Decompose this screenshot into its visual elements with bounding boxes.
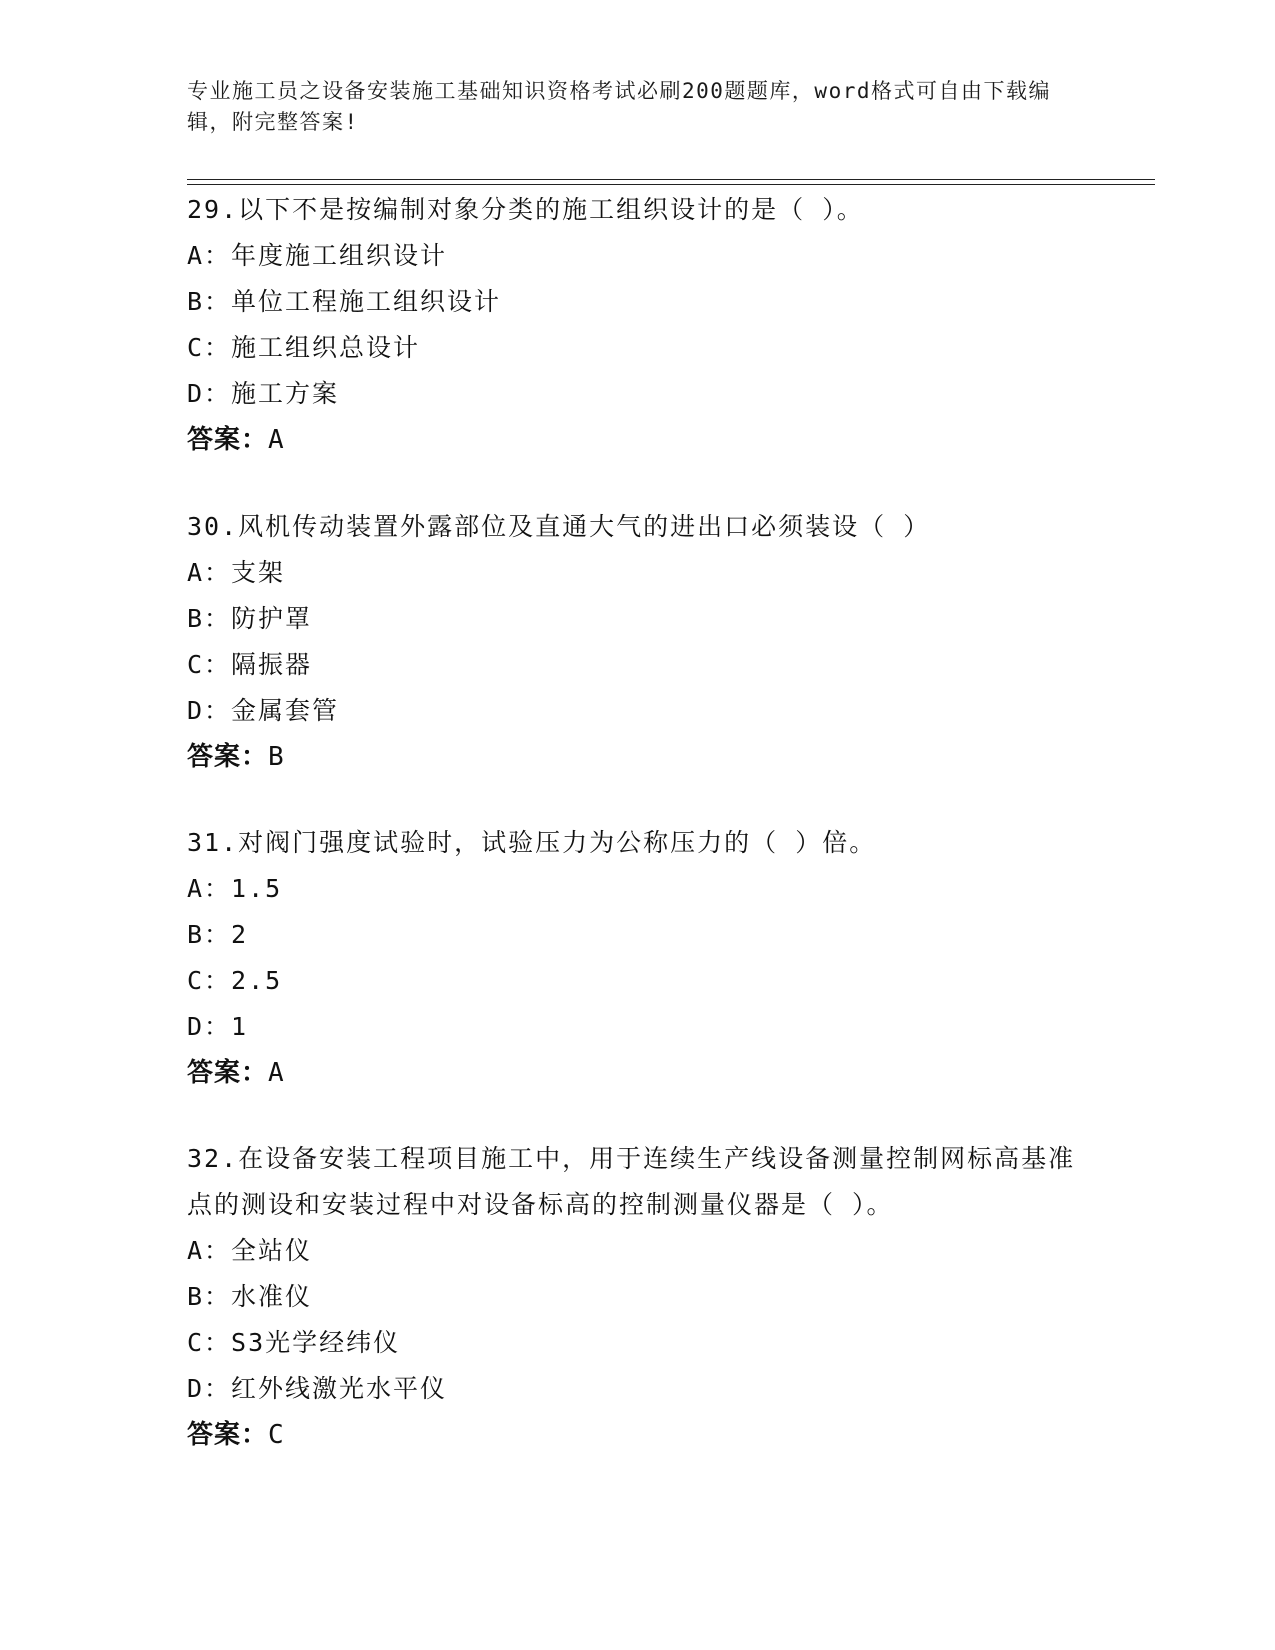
- option-a: A：年度施工组织设计: [187, 241, 448, 270]
- answer-label: 答案：: [187, 1058, 269, 1088]
- option-b: B：2: [187, 920, 249, 949]
- option-d: D：金属套管: [187, 696, 340, 725]
- option-c: C：施工组织总设计: [187, 333, 421, 362]
- answer-label: 答案：: [187, 425, 269, 455]
- answer-value: C: [268, 1420, 285, 1450]
- header-divider-bottom: [187, 184, 1155, 185]
- option-d: D：红外线激光水平仪: [187, 1374, 448, 1403]
- option-a: A：支架: [187, 558, 286, 587]
- option-c: C：2.5: [187, 966, 283, 995]
- question-stem: 31.对阀门强度试验时，试验压力为公称压力的（ ）倍。: [187, 828, 877, 857]
- question-stem: 29.以下不是按编制对象分类的施工组织设计的是（ ）。: [187, 195, 864, 224]
- answer-value: B: [268, 742, 285, 772]
- header-divider-top: [187, 179, 1155, 180]
- answer-label: 答案：: [187, 1420, 269, 1450]
- question-30: [187, 504, 1087, 780]
- option-a: A：1.5: [187, 874, 283, 903]
- option-b: B：防护罩: [187, 604, 313, 633]
- answer-line: [187, 1412, 1087, 1458]
- option-c: C：S3光学经纬仪: [187, 1328, 401, 1357]
- question-stem: 32.在设备安装工程项目施工中，用于连续生产线设备测量控制网标高基准点的测设和安装过程中对设备标高的控制测量仪器是（ ）。: [187, 1144, 1076, 1219]
- option-b: B：水准仪: [187, 1282, 313, 1311]
- answer-value: A: [268, 425, 285, 455]
- question-32: [187, 1136, 1087, 1458]
- question-31: [187, 820, 1087, 1096]
- option-d: D：1: [187, 1012, 249, 1041]
- question-29: [187, 187, 1087, 463]
- answer-line: [187, 734, 1087, 780]
- answer-label: 答案：: [187, 742, 269, 772]
- option-d: D：施工方案: [187, 379, 340, 408]
- answer-line: [187, 417, 1087, 463]
- answer-value: A: [268, 1058, 285, 1088]
- document-header: 专业施工员之设备安装施工基础知识资格考试必刷200题题库，word格式可自由下载编辑，附完整答案!: [187, 79, 1051, 134]
- question-stem: 30.风机传动装置外露部位及直通大气的进出口必须装设（ ）: [187, 512, 931, 541]
- option-c: C：隔振器: [187, 650, 313, 679]
- answer-line: [187, 1050, 1087, 1096]
- option-b: B：单位工程施工组织设计: [187, 287, 502, 316]
- option-a: A：全站仪: [187, 1236, 313, 1265]
